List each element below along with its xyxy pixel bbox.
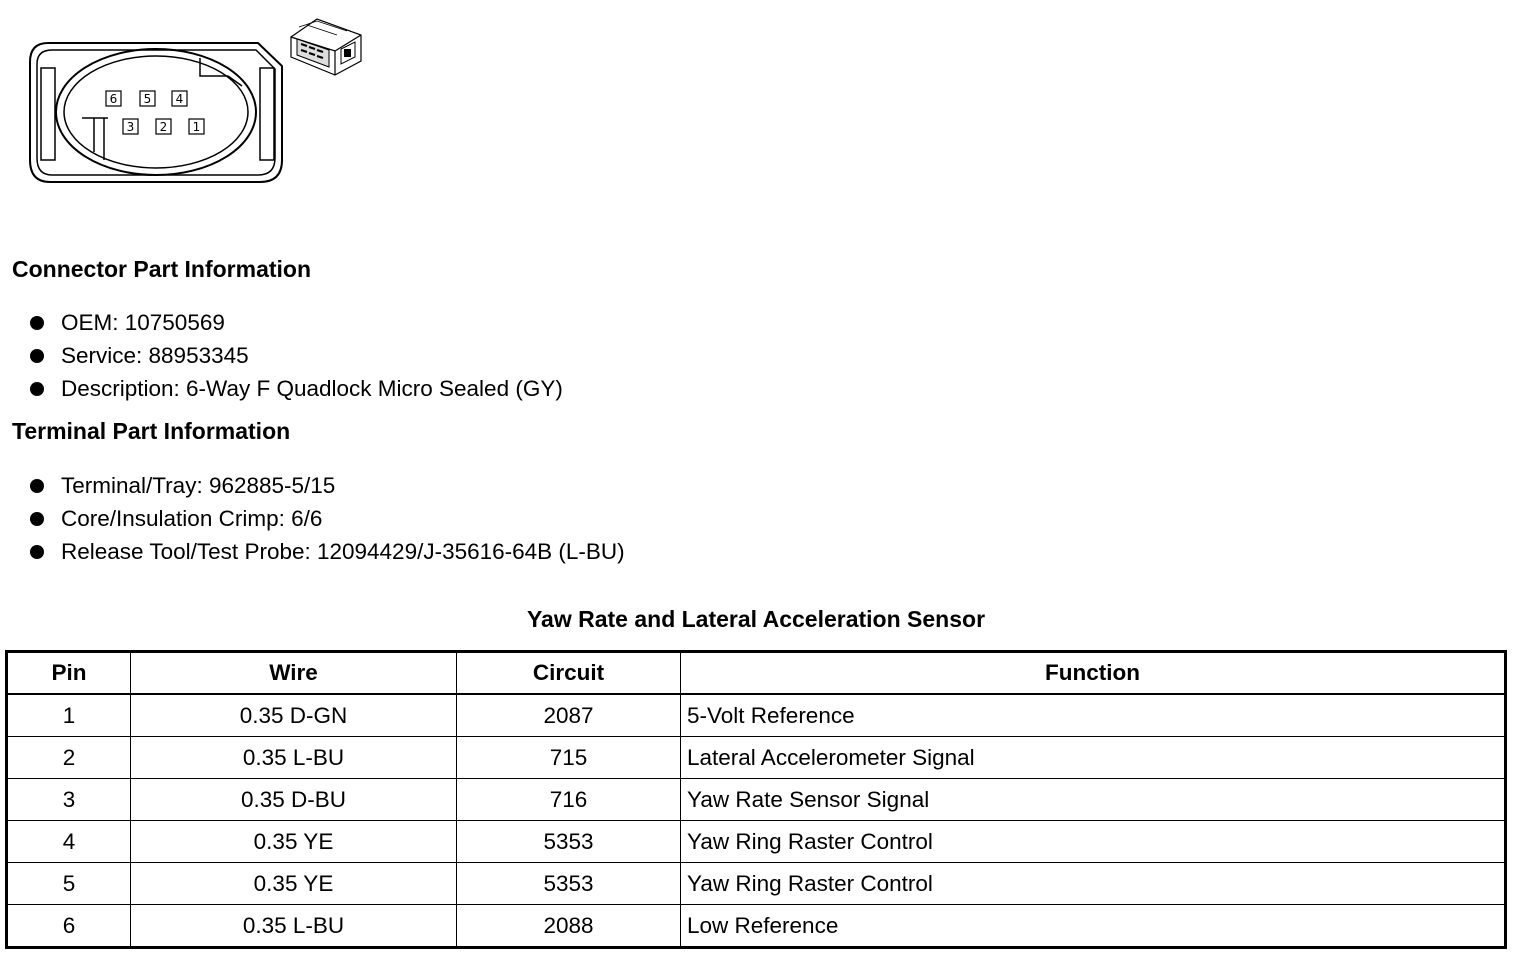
connector-thumbnail-icon	[287, 15, 367, 77]
circuit-cell: 5353	[457, 863, 681, 905]
circuit-cell: 716	[457, 779, 681, 821]
table-row	[7, 821, 1506, 863]
table-row	[7, 863, 1506, 905]
terminal-info-list	[28, 469, 625, 568]
circuit-cell: 5353	[457, 821, 681, 863]
list-item: OEM: 10750569	[28, 306, 563, 339]
table-row	[7, 779, 1506, 821]
pin-2-label	[156, 119, 171, 134]
connector-face-diagram	[28, 40, 284, 186]
wire-cell: 0.35 L-BU	[131, 905, 457, 948]
bullet-icon	[30, 382, 44, 396]
pin-cell: 6	[7, 905, 131, 948]
wire-cell: 0.35 YE	[131, 863, 457, 905]
list-item: Terminal/Tray: 962885-5/15	[28, 469, 625, 502]
pin-cell: 3	[7, 779, 131, 821]
svg-text:2: 2	[159, 120, 168, 134]
function-cell: Lateral Accelerometer Signal	[681, 737, 1506, 779]
column-header-circuit: Circuit	[457, 652, 681, 695]
function-cell: Yaw Ring Raster Control	[681, 863, 1506, 905]
column-header-wire: Wire	[131, 652, 457, 695]
svg-text:5: 5	[143, 92, 152, 106]
function-cell: 5-Volt Reference	[681, 694, 1506, 737]
pin-3-label	[123, 119, 138, 134]
connector-info-heading: Connector Part Information	[12, 256, 312, 282]
svg-text:3: 3	[126, 120, 135, 134]
wire-cell: 0.35 D-BU	[131, 779, 457, 821]
pin-6-label	[106, 91, 121, 106]
list-item: Description: 6-Way F Quadlock Micro Sealed (GY)	[28, 372, 563, 405]
table-header-row	[7, 652, 1506, 695]
circuit-cell: 715	[457, 737, 681, 779]
wire-cell: 0.35 D-GN	[131, 694, 457, 737]
table-title: Yaw Rate and Lateral Acceleration Sensor	[526, 606, 986, 632]
wire-cell: 0.35 L-BU	[131, 737, 457, 779]
column-header-function: Function	[681, 652, 1506, 695]
function-cell: Low Reference	[681, 905, 1506, 948]
pin-cell: 4	[7, 821, 131, 863]
pin-5-label	[140, 91, 155, 106]
pin-cell: 5	[7, 863, 131, 905]
pin-4-label	[172, 91, 187, 106]
table-row	[7, 737, 1506, 779]
svg-text:1: 1	[192, 120, 201, 134]
circuit-cell: 2087	[457, 694, 681, 737]
pin-1-label	[189, 119, 204, 134]
list-item: Release Tool/Test Probe: 12094429/J-35616-64B (L-BU)	[28, 535, 625, 568]
table-row	[7, 905, 1506, 948]
function-cell: Yaw Rate Sensor Signal	[681, 779, 1506, 821]
pin-cell: 1	[7, 694, 131, 737]
bullet-icon	[30, 349, 44, 363]
pinout-table	[5, 650, 1507, 949]
list-item: Core/Insulation Crimp: 6/6	[28, 502, 625, 535]
bullet-icon	[30, 512, 44, 526]
bullet-icon	[30, 545, 44, 559]
column-header-pin: Pin	[7, 652, 131, 695]
terminal-info-heading: Terminal Part Information	[12, 418, 291, 444]
bullet-icon	[30, 316, 44, 330]
circuit-cell: 2088	[457, 905, 681, 948]
list-item: Service: 88953345	[28, 339, 563, 372]
wire-cell: 0.35 YE	[131, 821, 457, 863]
table-row	[7, 694, 1506, 737]
svg-text:6: 6	[109, 92, 118, 106]
function-cell: Yaw Ring Raster Control	[681, 821, 1506, 863]
pin-cell: 2	[7, 737, 131, 779]
bullet-icon	[30, 479, 44, 493]
svg-text:4: 4	[175, 92, 184, 106]
connector-info-list	[28, 306, 563, 405]
